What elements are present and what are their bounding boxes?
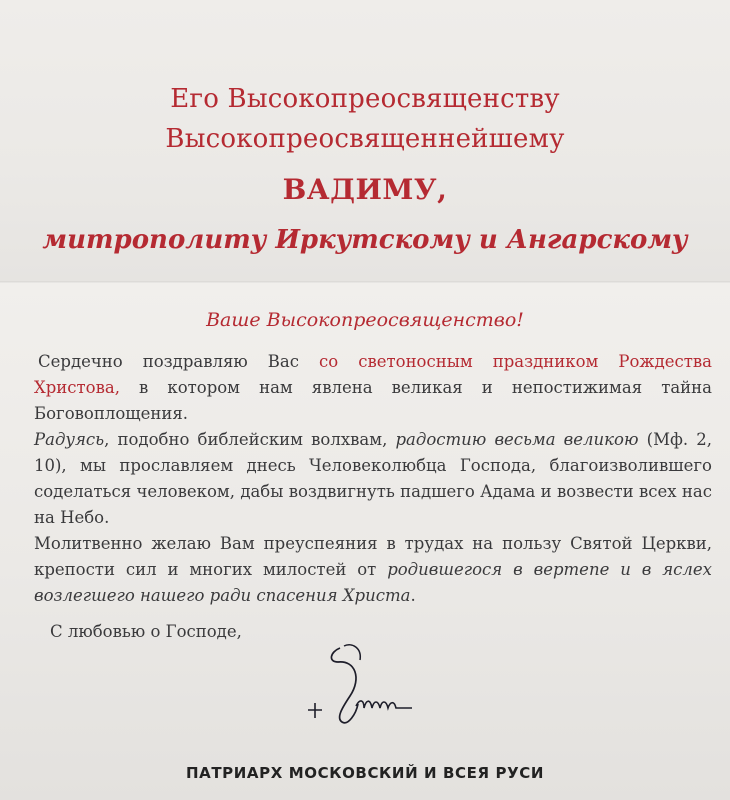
addressee-name: ВАДИМУ, xyxy=(282,173,448,206)
paragraph-1-highlight: со светоносным праздником Рождества Христова, xyxy=(34,352,712,397)
paragraph-3 xyxy=(34,531,712,609)
signer-title: ПАТРИАРХ МОСКОВСКИЙ И ВСЕЯ РУСИ xyxy=(185,764,545,782)
signature-drawing xyxy=(300,638,450,738)
paragraph-3-text-c: . xyxy=(410,586,416,605)
greeting: Ваше Высокопреосвященство! xyxy=(206,309,524,331)
paragraph-2-italic-a: Радуясь xyxy=(34,430,105,449)
paragraph-1 xyxy=(34,349,712,427)
paragraph-1-text-a: Сердечно поздравляю Вас xyxy=(38,352,320,371)
closing-phrase: С любовью о Господе, xyxy=(50,622,242,641)
signature xyxy=(300,638,450,738)
addressee-line-1: Его Высокопреосвященству xyxy=(170,84,560,114)
addressee-title: митрополиту Иркутскому и Ангарскому xyxy=(42,225,688,255)
paragraph-2-text-b: , подобно библейским волхвам, xyxy=(104,430,396,449)
paragraph-3-text-a: Молитвенно желаю Вам преуспеяния в трудах на пользу Святой Церкви, крепости сил и многих милостей от xyxy=(34,534,712,579)
paragraph-3-italic-b: родившегося в вертепе и в яслех возлегшего нашего ради спасения Христа xyxy=(34,560,712,605)
paragraph-2-text-d: (Мф. 2, 10), мы прославляем днесь Человеколюбца Господа, благоизволившего соделаться человеком, дабы воздвигнуть падшего Адама и возвести всех нас на Небо. xyxy=(34,430,712,527)
paragraph-2 xyxy=(34,427,712,531)
paragraph-2-italic-c: радостию весьма великою xyxy=(395,430,639,449)
paragraph-1-text-b: в котором нам явлена великая и непостижимая тайна Боговоплощения. xyxy=(34,378,712,423)
addressee-line-2: Высокопреосвященнейшему xyxy=(165,124,565,154)
